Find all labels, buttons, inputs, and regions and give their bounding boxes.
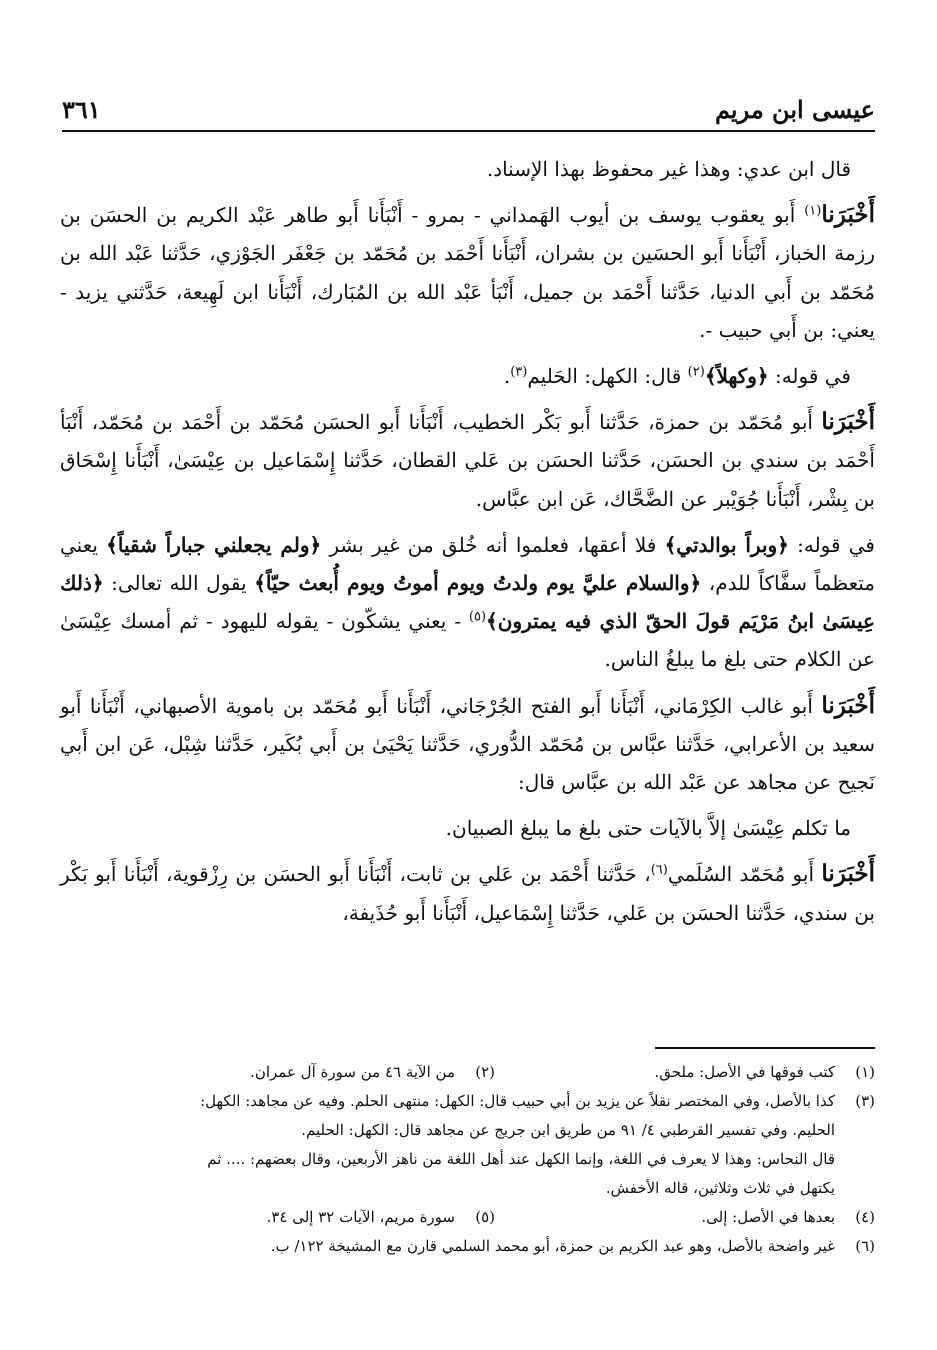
paragraph-5 (60, 526, 875, 679)
paragraph-1 (60, 150, 875, 188)
akhbarana-lead: أَخْبَرَنا (821, 860, 875, 888)
footnote-number: (٤) (855, 1208, 875, 1226)
footnote-ref-5: (٥) (468, 609, 487, 625)
quran-quote: ﴿والسلام عليَّ يوم ولدتُ ويوم أموتُ ويوم أُبعث حيّاً﴾ (254, 571, 702, 596)
paragraph-3-pre: في قوله: (768, 364, 851, 389)
footnote-row-1-2 (62, 1058, 875, 1087)
footnote-2 (250, 1058, 495, 1087)
paragraph-7-text: ما تكلم عِيْسَىٰ إلاَّ بالآيات حتى بلغ ما يبلغ الصبيان. (445, 816, 851, 841)
footnote-line: الحليم. وفي تفسير القرطبي ٤/ ٩١ من طريق ابن جريج عن مجاهد قال: الكهل: الحليم. (301, 1121, 835, 1139)
page-number: ٣٦١ (62, 95, 101, 124)
paragraph-8-a: أَبو مُحَمّد السُلَمي (667, 862, 822, 887)
footnote-3 (62, 1087, 875, 1203)
footnote-line: قال النحاس: وهذا لا يعرف في اللغة، وإنما الكهل عند أهل اللغة من ناهز الأربعين، وقال بعضهم: .... ثم (207, 1150, 835, 1168)
paragraph-3-mid: قال: الكهل: الحَليم (527, 364, 688, 389)
footnote-5 (267, 1203, 495, 1232)
paragraph-5-c: يعني متعظماً سفَّاكاً للدم، (60, 532, 876, 596)
footnote-ref-2: (٢) (687, 364, 705, 380)
footnote-line: يكتهل في ثلاث وثلاثين، قاله الأخفش. (605, 1179, 835, 1197)
paragraph-4-text: أَبو مُحَمّد بن حمزة، حَدَّثنا أَبو بَكْر الخطيب، أَنْبَأَنا أَبو الحسَن مُحَمّد بن أَحْمَد بن مُحَمّد، أَنْبَأ أَحْمَد بن سندي بن الحسَن، حَدَّثنا الحسَن بن عَلي القطان، حَدَّثنا إِسْمَاعيل بن عِيْسَىٰ، أَنْبَأَنا إِسْحَاق بن بِشْر، أَنْبَأَنا جُوَيْبر عن الضَّحَّاك، عَن ابن عبَّاس. (60, 410, 875, 511)
footnote-row-4-5 (62, 1203, 875, 1232)
paragraph-3 (60, 357, 875, 395)
page-header (62, 84, 875, 132)
footnote-number: (١) (855, 1063, 875, 1081)
footnote-3-body (62, 1087, 835, 1203)
quran-quote: ﴿ولم يجعلني جباراً شقياً﴾ (106, 532, 322, 557)
paragraph-2-text: أَبو يعقوب يوسف بن أيوب الهَمداني - بمرو - أَنْبَأَنا أَبو طاهر عَبْد الكريم بن الحسَن بن رزمة الخباز، أَنْبَأَنا أَبو الحسَين بن بشران، أَنْبَأَنا أَحْمَد بن مُحَمّد بن جَعْفَر الجَوْزي، حَدَّثنا عَبْد الله بن مُحَمّد بن أَبي الدنيا، حَدَّثنا أَحْمَد بن جميل، أَنْبَأ عَبْد الله بن المُبَارك، أَنْبَأَنا ابن لَهِيعة، حَدَّثني يزيد - يعني: بن أَبي حبيب -. (60, 203, 875, 342)
quran-quote: ﴿وكهلاً﴾ (704, 364, 769, 389)
paragraph-5-d: يقول الله تعالى: (103, 571, 255, 596)
paragraph-8-b: ، حَدَّثنا أَحْمَد بن عَلي بن ثابت، أَنْبَأَنا أَبو الحسَن بن رِزْقوية، أَنْبَأَنا أَبو بَكْر بن سندي، حَدَّثنا الحسَن بن عَلي، حَدَّثنا إِسْمَاعيل، أَنْبَأَنا أَبو حُذَيفة، (60, 862, 875, 925)
main-text (60, 150, 875, 940)
paragraph-6 (60, 687, 875, 802)
paragraph-3-end: . (503, 364, 511, 389)
paragraph-1-text: قال ابن عدي: وهذا غير محفوظ بهذا الإسناد. (486, 157, 851, 181)
footnote-divider (655, 1047, 875, 1049)
paragraph-5-a: في قوله: (788, 532, 875, 557)
footnote-line: كذا بالأصل، وفي المختصر نقلاً عن يزيد بن أبي حبيب قال: الكهل: منتهى الحلم. وفيه عن مجاهد: الكهل: (200, 1092, 835, 1110)
paragraph-4 (60, 403, 875, 518)
paragraph-7 (60, 809, 875, 847)
footnote-text: كتب فوقها في الأصل: ملحق. (654, 1063, 835, 1081)
footnote-text: سورة مريم، الآيات ٣٢ إلى ٣٤. (266, 1208, 455, 1226)
footnotes (62, 1058, 875, 1261)
footnote-ref-1: (١) (804, 203, 822, 219)
footnote-ref-3: (٣) (510, 364, 528, 380)
akhbarana-lead: أَخْبَرَنا (821, 408, 875, 436)
footnote-text: من الآية ٤٦ من سورة آل عمران. (250, 1063, 455, 1081)
akhbarana-lead: أَخْبَرَنا (821, 201, 875, 229)
footnote-4 (495, 1203, 875, 1232)
paragraph-2 (60, 196, 875, 349)
footnote-6 (62, 1232, 875, 1261)
akhbarana-lead: أَخْبَرَنا (821, 691, 875, 719)
footnote-number: (٣) (855, 1092, 875, 1110)
footnote-text: بعدها في الأصل: إلى. (701, 1208, 835, 1226)
paragraph-6-text: أَبو غالب الكِرْمَاني، أَنْبَأَنا أَبو الفتح الجُرْجَاني، أَنْبَأَنا أَبو مُحَمّد بن باموية الأصبهاني، أَنْبَأَنا أَبو سعيد بن الأعرابي، حَدَّثنا عبَّاس بن مُحَمّد الدُّوري، حَدَّثنا يَحْيَىٰ بن أَبي بُكَير، حَدَّثنا شِبْل، عَن ابن أَبي نَجيح عن مجاهد عن عَبْد الله بن عبَّاس قال: (60, 693, 875, 795)
footnote-1 (495, 1058, 875, 1087)
footnote-number: (٥) (475, 1208, 495, 1226)
paragraph-5-b: فلا أعقها، فعلموا أنه خُلق من غير بشر (321, 532, 665, 557)
running-title: عيسى ابن مريم (714, 95, 875, 124)
footnote-text: غير واضحة بالأصل، وهو عبد الكريم بن حمزة، أبو محمد السلمي قارن مع المشيخة ١٢٢/ ب. (270, 1237, 835, 1255)
paragraph-5-e: - يعني يشكّون - يقوله لليهود - ثم أمسك عِيْسَىٰ عن الكلام حتى بلغ ما يبلغُ الناس. (60, 609, 875, 672)
footnote-number: (٢) (475, 1063, 495, 1081)
quran-quote: ﴿وبراً بوالدتي﴾ (664, 532, 789, 557)
paragraph-8 (60, 855, 875, 931)
footnote-ref-6: (٦) (650, 862, 668, 878)
quran-quote: ﴿ذلك عِيسَىٰ ابنُ مَرْيَم قولَ الحقّ الذي فيه يمترون﴾ (60, 571, 875, 634)
footnote-number: (٦) (855, 1237, 875, 1255)
